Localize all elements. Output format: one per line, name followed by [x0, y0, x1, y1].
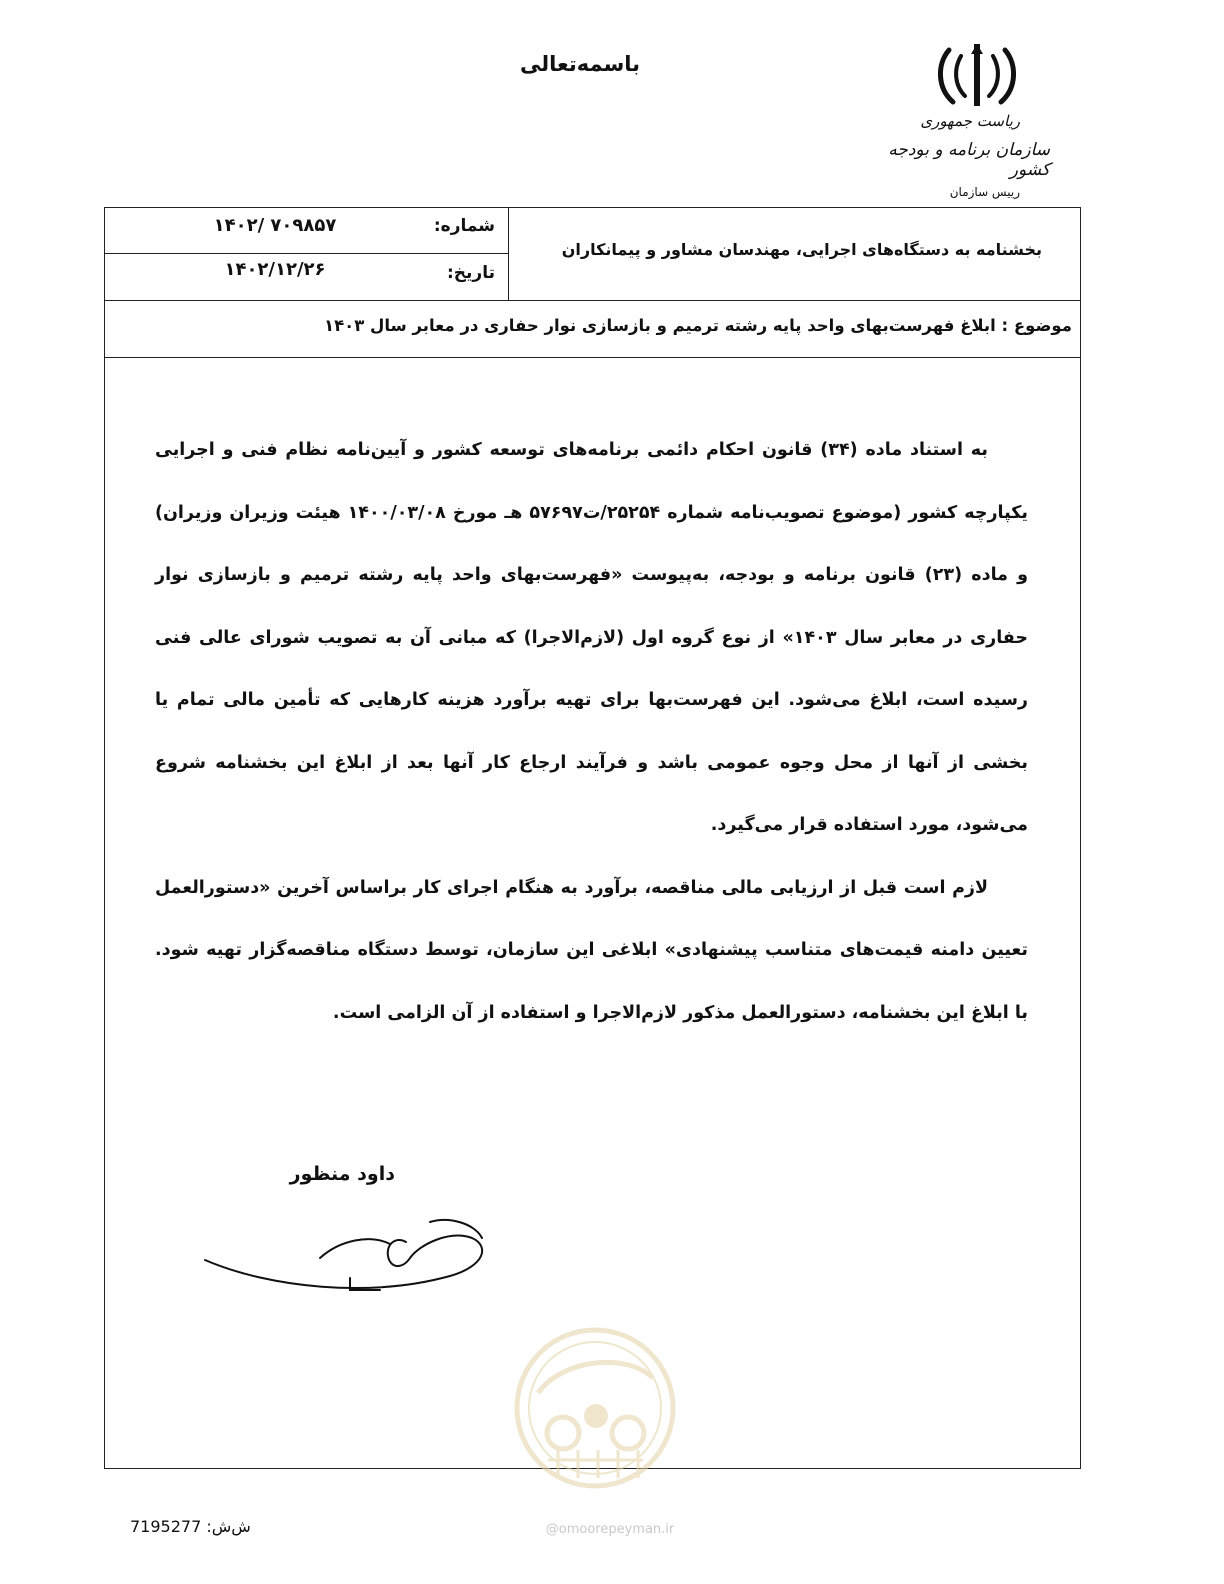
watermark-logo — [508, 1318, 683, 1508]
body-paragraph-2: لازم است قبل از ارزیابی مالی مناقصه، برآورد به هنگام اجرای کار براساس آخرین «دستورالعمل تعیین دامنه قیمت‌های متناسب پیشنهادی» ابلاغی این سازمان، توسط دستگاه مناقصه‌گزار تهیه شود. با ابلاغ این بخشنامه، دستورالعمل مذکور لازم‌الاجرا و استفاده از آن الزامی است. — [155, 877, 1028, 1023]
recipients-line: بخشنامه به دستگاه‌های اجرایی، مهندسان مشاور و پیمانکاران — [561, 240, 1042, 259]
frame-divider-number-date — [105, 253, 508, 254]
signature-graphic — [200, 1218, 500, 1308]
date-label: تاریخ: — [447, 263, 495, 283]
frame-divider-meta — [508, 208, 509, 300]
org-line-head: رییس سازمان — [949, 185, 1020, 199]
org-line-organization: سازمان برنامه و بودجه کشور — [888, 140, 1050, 180]
iran-emblem-icon — [935, 40, 1019, 112]
body-paragraph-1: به استناد ماده (۳۴) قانون احکام دائمی برنامه‌های توسعه کشور و آیین‌نامه نظام فنی و اجرایی یکپارچه کشور (موضوع تصویب‌نامه شماره ۲۵۲۵۴/ت۵۷۶۹۷ هـ مورخ ۱۴۰۰/۰۳/۰۸ هیئت وزیران وزیران) و ماده (۲۳) قانون برنامه و بودجه، به‌پیوست «فهرست‌بهای واحد پایه رشته ترمیم و بازسازی نوار حفاری در معابر سال ۱۴۰۳» از نوع گروه اول (لازم‌الاجرا) که مبانی آن به تصویب شورای عالی فنی رسیده است، ابلاغ می‌شود. این فهرست‌بها برای تهیه برآورد هزینه کارهایی که تأمین مالی تمام یا بخشی از آنها از محل وجوه عمومی باشد و فرآیند ارجاع کار آنها بعد از ابلاغ این بخشنامه شروع می‌شود، مورد استفاده قرار می‌گیرد. — [155, 440, 1028, 835]
letter-body — [155, 419, 1028, 1044]
date-value: ۱۴۰۲/۱۲/۲۶ — [224, 259, 326, 280]
frame-divider-header — [105, 300, 1080, 301]
subject-line: موضوع : ابلاغ فهرست‌بهای واحد پایه رشته ترمیم و بازسازی نوار حفاری در معابر سال ۱۴۰۳ — [324, 316, 1072, 335]
footer-code-label: ش‌ش: — [206, 1517, 251, 1536]
number-label: شماره: — [433, 216, 495, 236]
footer-code-value: 7195277 — [130, 1517, 202, 1536]
watermark-url: @omoorepeyman.ir — [545, 1522, 675, 1537]
footer-code — [130, 1517, 280, 1536]
top-heading: باسمه‌تعالی — [520, 52, 640, 76]
org-line-presidency: ریاست جمهوری — [920, 112, 1020, 130]
number-value: ۱۴۰۲/ ۷۰۹۸۵۷ — [213, 215, 337, 236]
frame-divider-subject — [105, 357, 1080, 358]
signer-name: داود منظور — [289, 1163, 395, 1185]
